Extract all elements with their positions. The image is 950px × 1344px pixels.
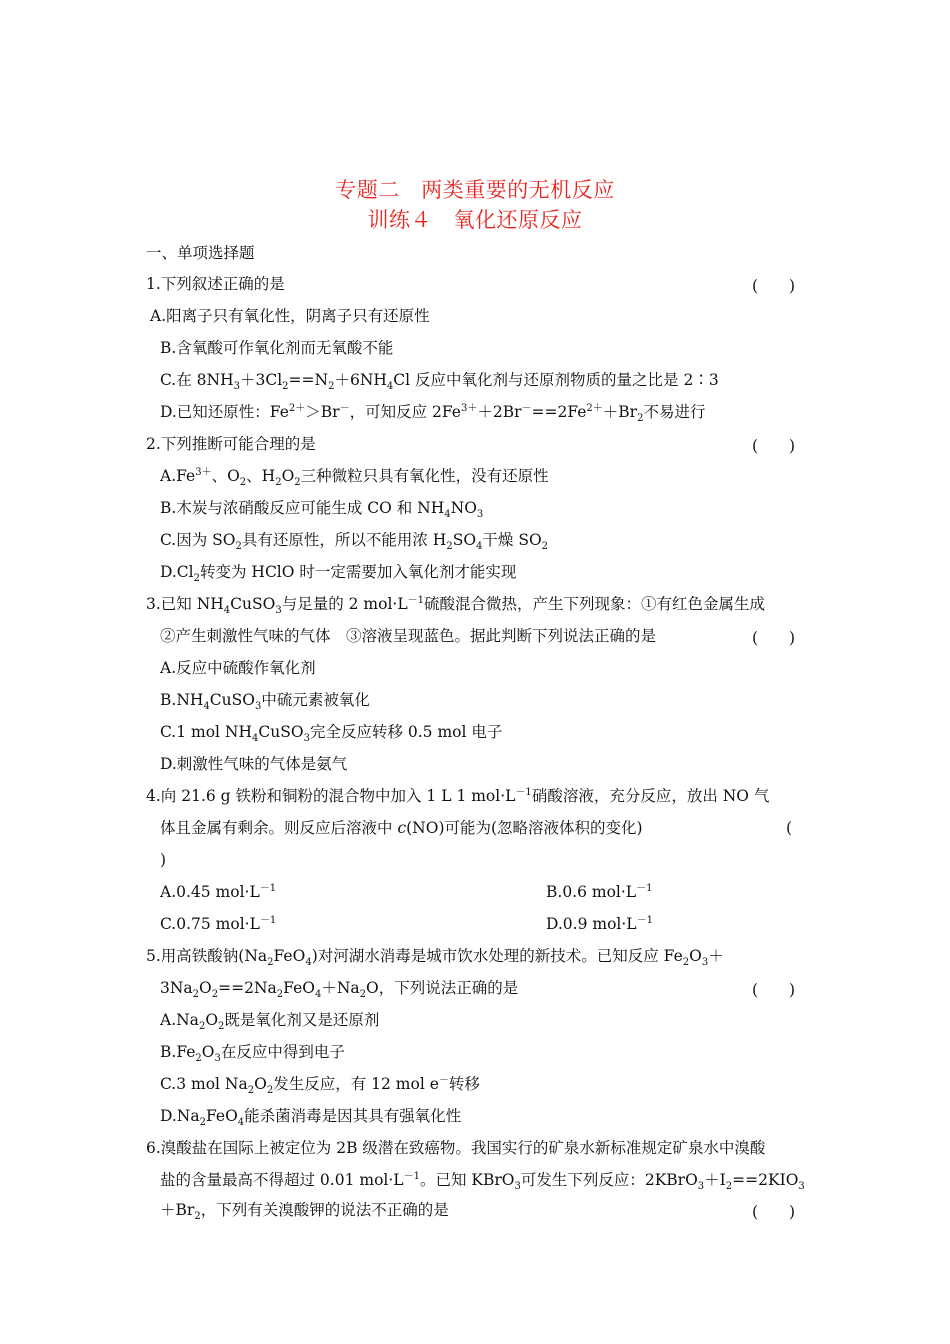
q5-stem-line2: $3Na_2O_2==2Na_2FeO_4+Na_2O$，下列说法正确的是 [160, 979, 519, 1001]
q3-option-a: A.反应中硫酸作氧化剂 [160, 659, 316, 677]
q5-stem-line1: 5.用高铁酸钠$(Na_2FeO_4)$对河湖水消毒是城市饮水处理的新技术。已知反应 $Fe_2O_3+$ [146, 947, 724, 969]
q2-option-b: B.木炭与浓硝酸反应可能生成 CO 和 $NH_4NO_3$ [160, 499, 484, 521]
q1-option-c: C.在 $8NH_3+3Cl_2==N_2+6NH_4Cl$ 反应中氧化剂与还原剂物质的量之比是 2∶3 [160, 371, 719, 393]
q6-stem-line1: 6.溴酸盐在国际上被定位为 2B 级潜在致癌物。我国实行的矿泉水新标准规定矿泉水中溴酸 [146, 1139, 766, 1157]
q1-option-b: B.含氧酸可作氧化剂而无氧酸不能 [160, 339, 394, 357]
q1-option-d: D.已知还原性：$Fe^{2+}>Br^-$，可知反应 $2Fe^{3+}+2Br^-==2Fe^{2+}+Br_2$不易进行 [160, 402, 706, 425]
q4-stem-line2: 体且金属有剩余。则反应后溶液中 c(NO)可能为(忽略溶液体积的变化) [160, 819, 643, 837]
q4-paren-open: ( [786, 819, 793, 837]
training-title: 训练４ 氧化还原反应 [367, 208, 583, 232]
q2-answer-paren: ( ) [752, 437, 796, 455]
q1-answer-paren: ( ) [752, 277, 796, 295]
q2-stem: 2.下列推断可能合理的是 [146, 435, 316, 453]
q3-stem-line1: 3.已知 $NH_4CuSO_3$与足量的 2 $mol\cdot L^{-1}$硫酸混合微热，产生下列现象：①有红色金属生成 [146, 594, 766, 617]
q3-option-d: D.刺激性气味的气体是氨气 [160, 755, 348, 773]
q1-stem: 1.下列叙述正确的是 [146, 275, 285, 293]
q4-paren-close: ) [160, 851, 167, 869]
q1-option-a: A.阳离子只有氧化性，阴离子只有还原性 [150, 307, 430, 325]
q6-answer-paren: ( ) [752, 1203, 796, 1221]
q2-option-c: C.因为 $SO_2$具有还原性，所以不能用浓 $H_2SO_4$干燥 $SO_2$ [160, 531, 549, 553]
q3-answer-paren: ( ) [752, 629, 796, 647]
q5-option-d: $D.Na_2FeO_4$能杀菌消毒是因其具有强氧化性 [160, 1107, 462, 1129]
q4-stem-line1: 4.向 21.6 g 铁粉和铜粉的混合物中加入 1 L 1 $mol\cdot L^{-1}$硝酸溶液，充分反应，放出 NO 气 [146, 786, 770, 805]
q6-stem-line2: 盐的含量最高不得超过 0.01 $mol\cdot L^{-1}$。已知 KBrO$_3$可发生下列反应：$2KBrO_3+I_2==2KIO_3$ [160, 1170, 805, 1193]
q4-option-a: A.0.45 $mol\cdot L^{-1}$ [160, 882, 277, 901]
q4-option-b: B.0.6 $mol\cdot L^{-1}$ [546, 882, 653, 901]
q3-stem-line2: ②产生刺激性气味的气体 ③溶液呈现蓝色。据此判断下列说法正确的是 [160, 627, 657, 645]
q5-option-b: $B.Fe_2O_3$在反应中得到电子 [160, 1043, 345, 1065]
q5-option-c: C.3 mol $Na_2O_2$发生反应，有 12 mol e－转移 [160, 1074, 480, 1097]
q5-answer-paren: ( ) [752, 981, 796, 999]
q6-stem-line3: $+Br_2$，下列有关溴酸钾的说法不正确的是 [160, 1201, 449, 1223]
q5-option-a: $A.Na_2O_2$既是氧化剂又是还原剂 [160, 1011, 380, 1033]
q4-option-d: D.0.9 $mol\cdot L^{-1}$ [546, 914, 653, 933]
q3-option-c: C.1 mol $NH_4CuSO_3$完全反应转移 0.5 mol 电子 [160, 723, 503, 745]
q4-option-c: C.0.75 $mol\cdot L^{-1}$ [160, 914, 277, 933]
q2-option-d: $D.Cl_2$转变为 HClO 时一定需要加入氧化剂才能实现 [160, 563, 517, 585]
q2-option-a: $A.Fe^{3+}$、$O_2$、$H_2O_2$三种微粒只具有氧化性，没有还原性 [160, 466, 549, 489]
q3-option-b: $B.NH_4CuSO_3$中硫元素被氧化 [160, 691, 370, 713]
topic-title: 专题二 两类重要的无机反应 [335, 178, 615, 202]
section-heading: 一、单项选择题 [146, 244, 255, 262]
